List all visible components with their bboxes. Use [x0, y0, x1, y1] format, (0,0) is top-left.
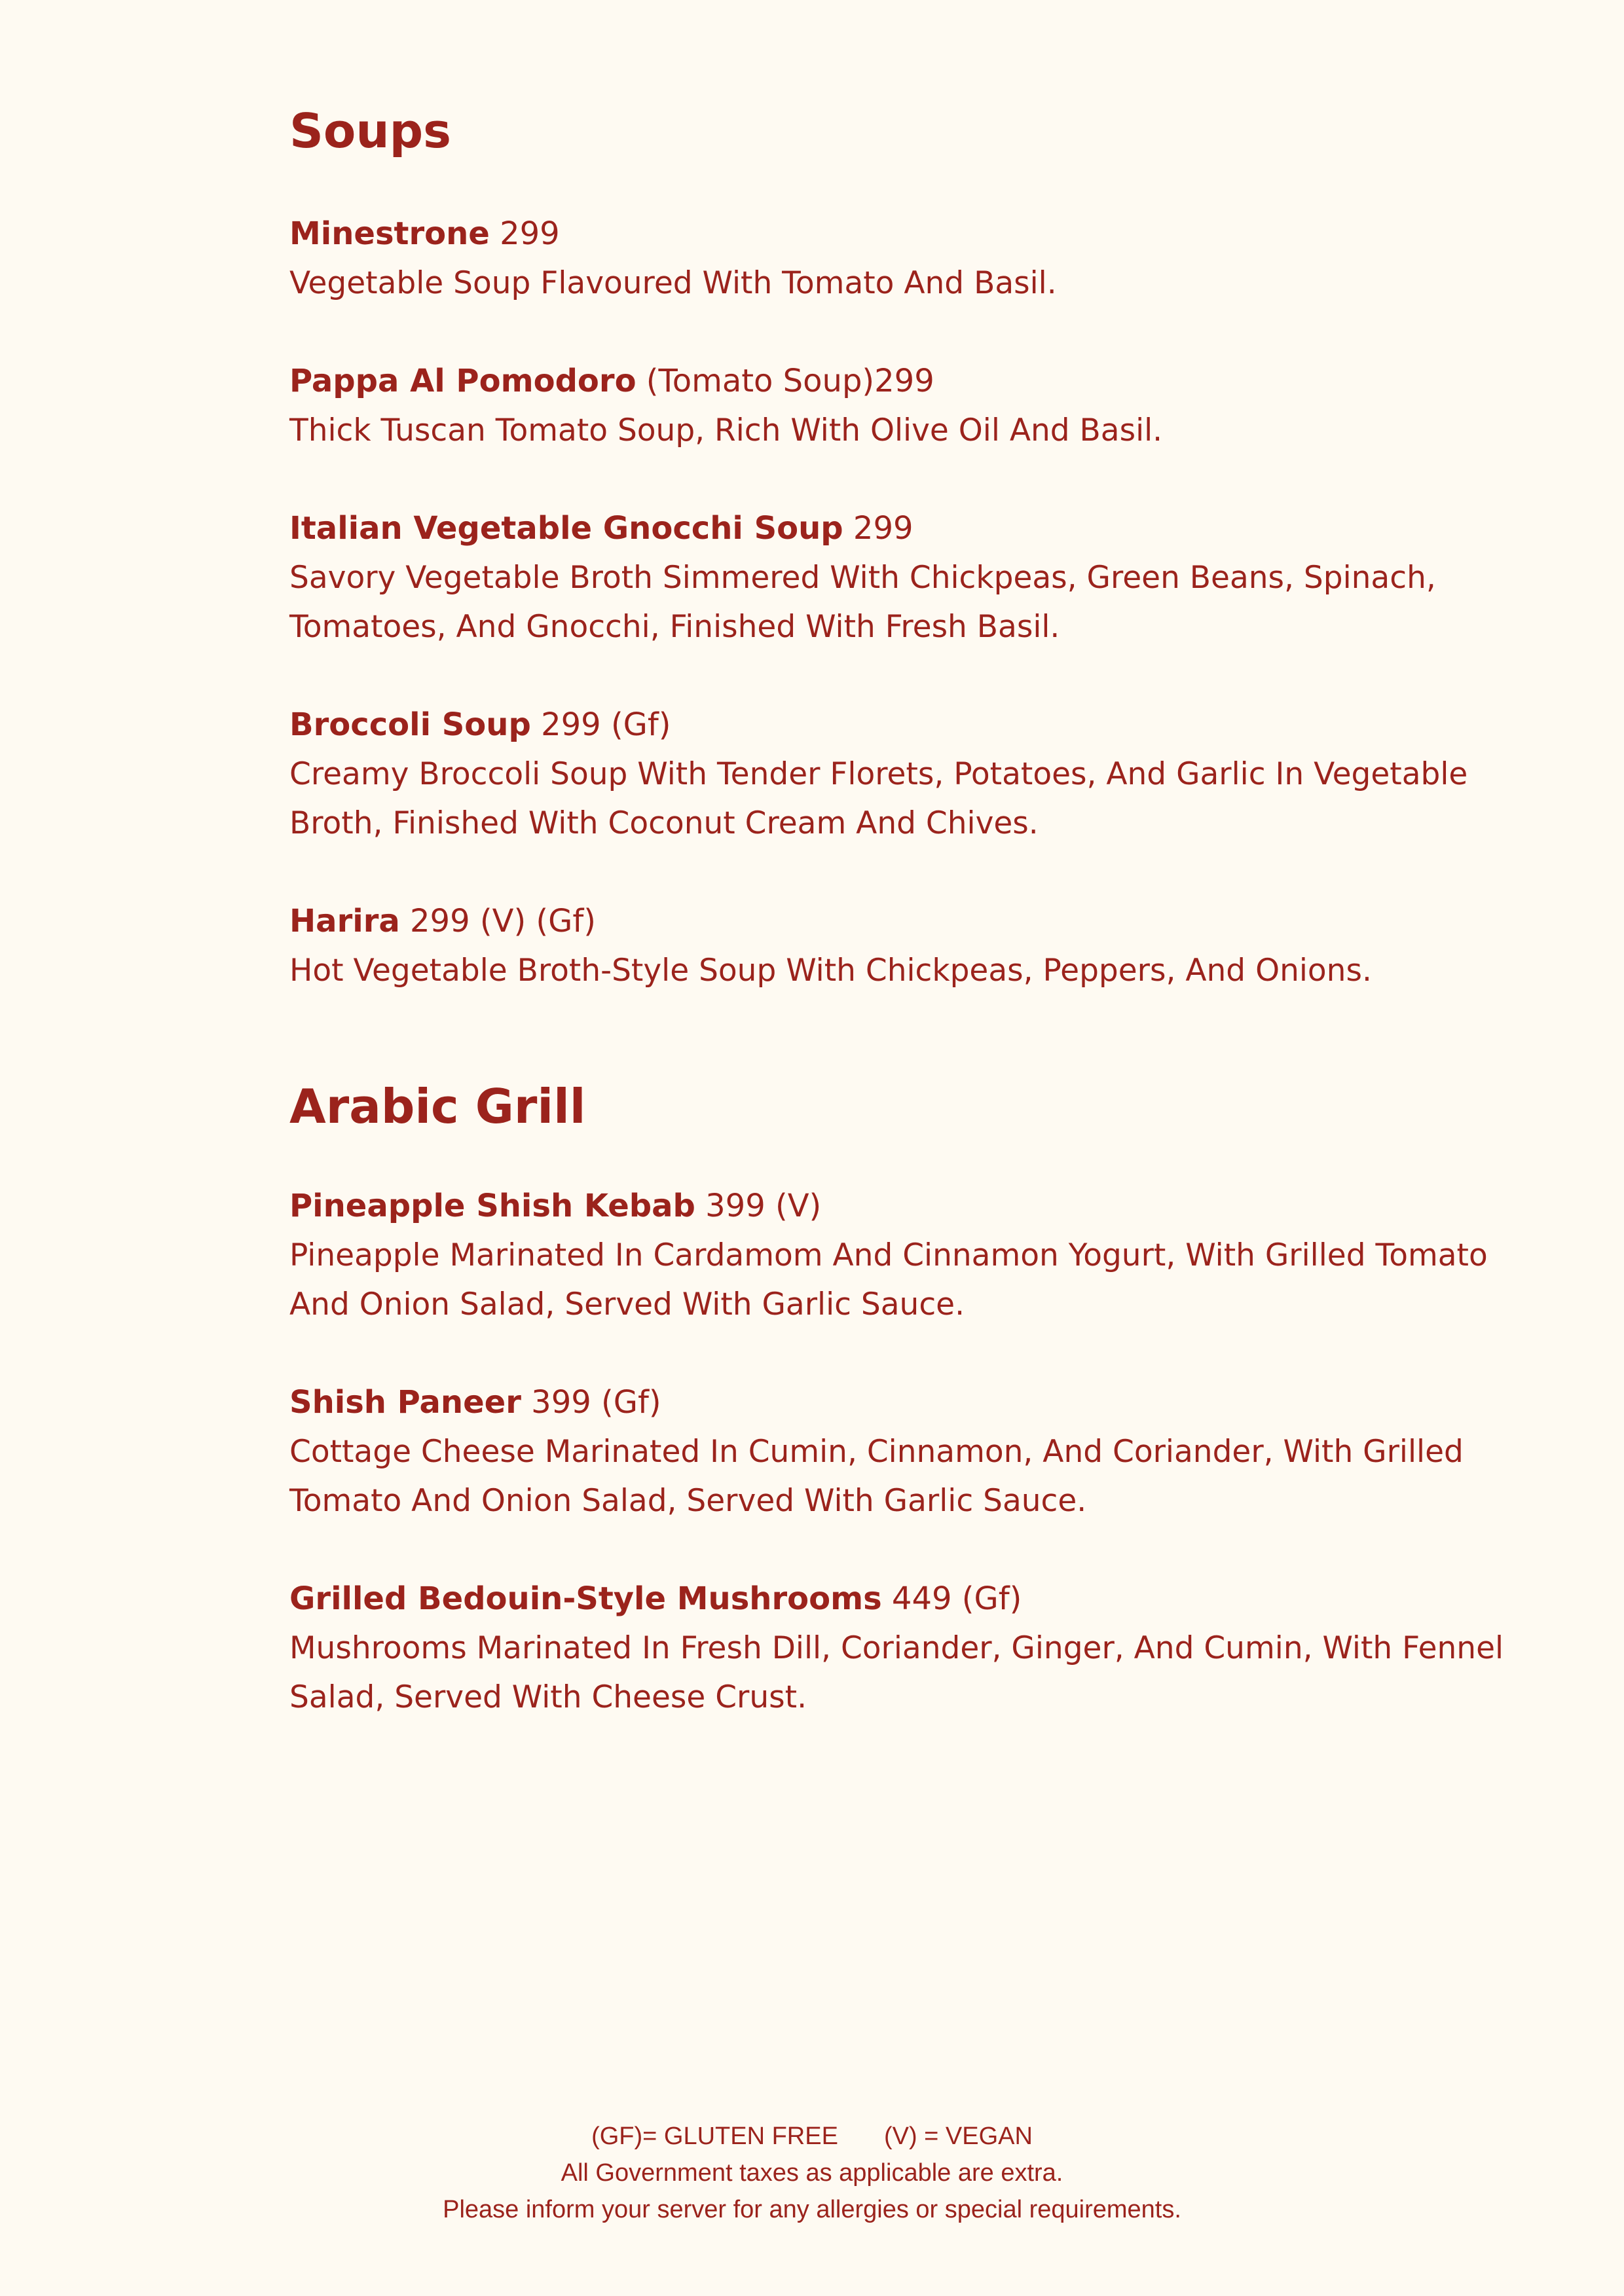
item-price: (Tomato Soup)299: [636, 363, 934, 399]
item-price: 399 (V): [695, 1188, 822, 1224]
item-price: 299 (V) (Gf): [399, 903, 596, 939]
item-price: 299 (Gf): [530, 706, 671, 743]
menu-item-minestrone: [289, 210, 1534, 308]
item-name: Shish Paneer: [289, 1384, 521, 1421]
taxes-note: All Government taxes as applicable are extra.: [561, 2159, 1063, 2187]
item-description: Thick Tuscan Tomato Soup, Rich With Olive Oil And Basil.: [289, 412, 1163, 448]
legend-gluten-free: (GF)= GLUTEN FREE: [591, 2123, 838, 2150]
item-description: Cottage Cheese Marinated In Cumin, Cinnamon, And Coriander, With Grilled Tomato And Onion Salad, Served With Garlic Sauce.: [289, 1434, 1464, 1519]
menu-page: [289, 98, 1534, 1771]
soups-title: Soups: [289, 103, 451, 158]
item-name: Pappa Al Pomodoro: [289, 363, 637, 399]
item-price: 399 (Gf): [521, 1384, 661, 1421]
menu-item-pineapple-shish-kebab: [289, 1182, 1534, 1329]
item-price: 299: [843, 510, 913, 547]
soups-section: [289, 98, 1534, 995]
item-description: Mushrooms Marinated In Fresh Dill, Coriander, Ginger, And Cumin, With Fennel Salad, Served With Cheese Crust.: [289, 1630, 1504, 1715]
item-description: Creamy Broccoli Soup With Tender Florets, Potatoes, And Garlic In Vegetable Broth, Finished With Coconut Cream And Chives.: [289, 756, 1468, 841]
arabic-grill-section: [289, 1074, 1534, 1722]
menu-item-pappa-al-pomodoro: [289, 357, 1534, 455]
allergies-note: Please inform your server for any allergies or special requirements.: [443, 2196, 1181, 2223]
item-description: Pineapple Marinated In Cardamom And Cinnamon Yogurt, With Grilled Tomato And Onion Salad, Served With Garlic Sauce.: [289, 1237, 1488, 1322]
item-name: Harira: [289, 903, 400, 939]
item-price: 449 (Gf): [881, 1580, 1022, 1617]
menu-footer: [0, 2118, 1624, 2228]
menu-item-bedouin-mushrooms: [289, 1575, 1534, 1722]
item-name: Grilled Bedouin-Style Mushrooms: [289, 1580, 882, 1617]
dietary-legend: [0, 2118, 1624, 2155]
legend-vegan: (V) = VEGAN: [883, 2123, 1033, 2150]
item-description: Vegetable Soup Flavoured With Tomato And Basil.: [289, 265, 1057, 301]
item-description: Hot Vegetable Broth-Style Soup With Chickpeas, Peppers, And Onions.: [289, 953, 1372, 989]
item-name: Italian Vegetable Gnocchi Soup: [289, 510, 843, 547]
menu-item-shish-paneer: [289, 1378, 1534, 1525]
menu-item-harira: [289, 897, 1534, 995]
item-name: Minestrone: [289, 215, 490, 252]
menu-item-broccoli-soup: [289, 701, 1534, 848]
item-name: Broccoli Soup: [289, 706, 531, 743]
menu-item-gnocchi-soup: [289, 504, 1534, 651]
item-name: Pineapple Shish Kebab: [289, 1188, 695, 1224]
item-price: 299: [489, 215, 560, 252]
item-description: Savory Vegetable Broth Simmered With Chickpeas, Green Beans, Spinach, Tomatoes, And Gnocchi, Finished With Fresh Basil.: [289, 560, 1436, 645]
arabic-grill-title: Arabic Grill: [289, 1079, 586, 1134]
